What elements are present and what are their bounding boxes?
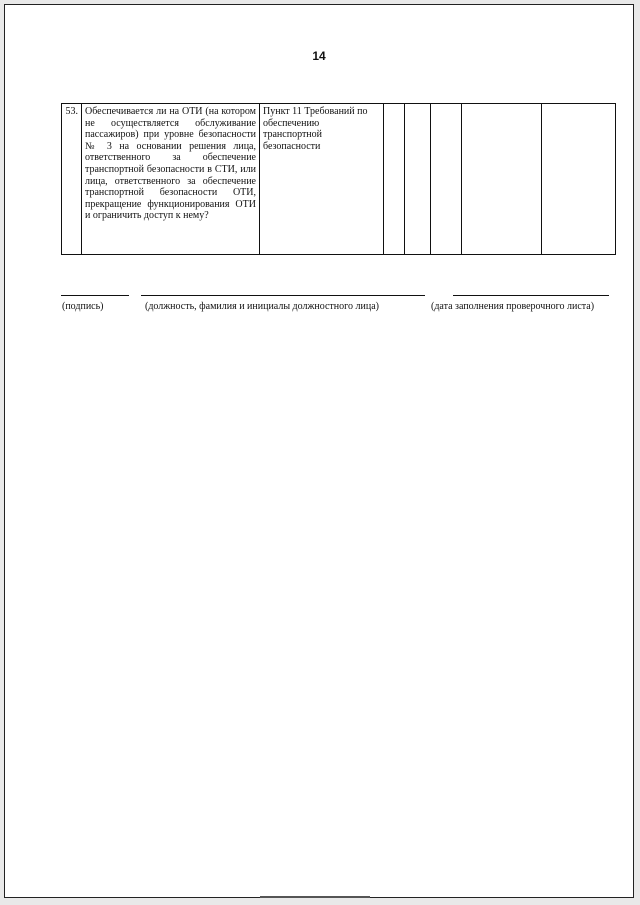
date-label: (дата заполнения проверочного листа)	[431, 301, 595, 312]
signature-line	[61, 295, 129, 296]
table-row	[62, 104, 616, 255]
answer-cell-note	[462, 104, 542, 255]
position-label: (должность, фамилия и инициалы должностного лица)	[145, 301, 379, 312]
answer-cell-na	[431, 104, 462, 255]
scan-edge-mark	[260, 896, 370, 898]
signature-label: (подпись)	[62, 301, 104, 312]
answer-cell-yes	[384, 104, 405, 255]
answer-cell-comment	[542, 104, 616, 255]
position-line	[141, 295, 425, 296]
page-number: 14	[312, 49, 326, 63]
checklist-table	[61, 103, 616, 255]
document-page	[4, 4, 634, 898]
row-reference: Пункт 11 Требований по обеспечению транспортной безопасности	[260, 104, 384, 255]
row-question: Обеспечивается ли на ОТИ (на котором не осуществляется обслуживание пассажиров) при уровне безопасности № 3 на основании решения лица, ответственного за обеспечение транспортной безопасности в СТИ, или лица, ответственного за обеспечение транспортной безопасности ОТИ, прекращение функционирования ОТИ и ограничить доступ к нему?	[82, 104, 260, 255]
answer-cell-no	[405, 104, 431, 255]
row-number: 53.	[62, 104, 82, 255]
date-line	[453, 295, 609, 296]
